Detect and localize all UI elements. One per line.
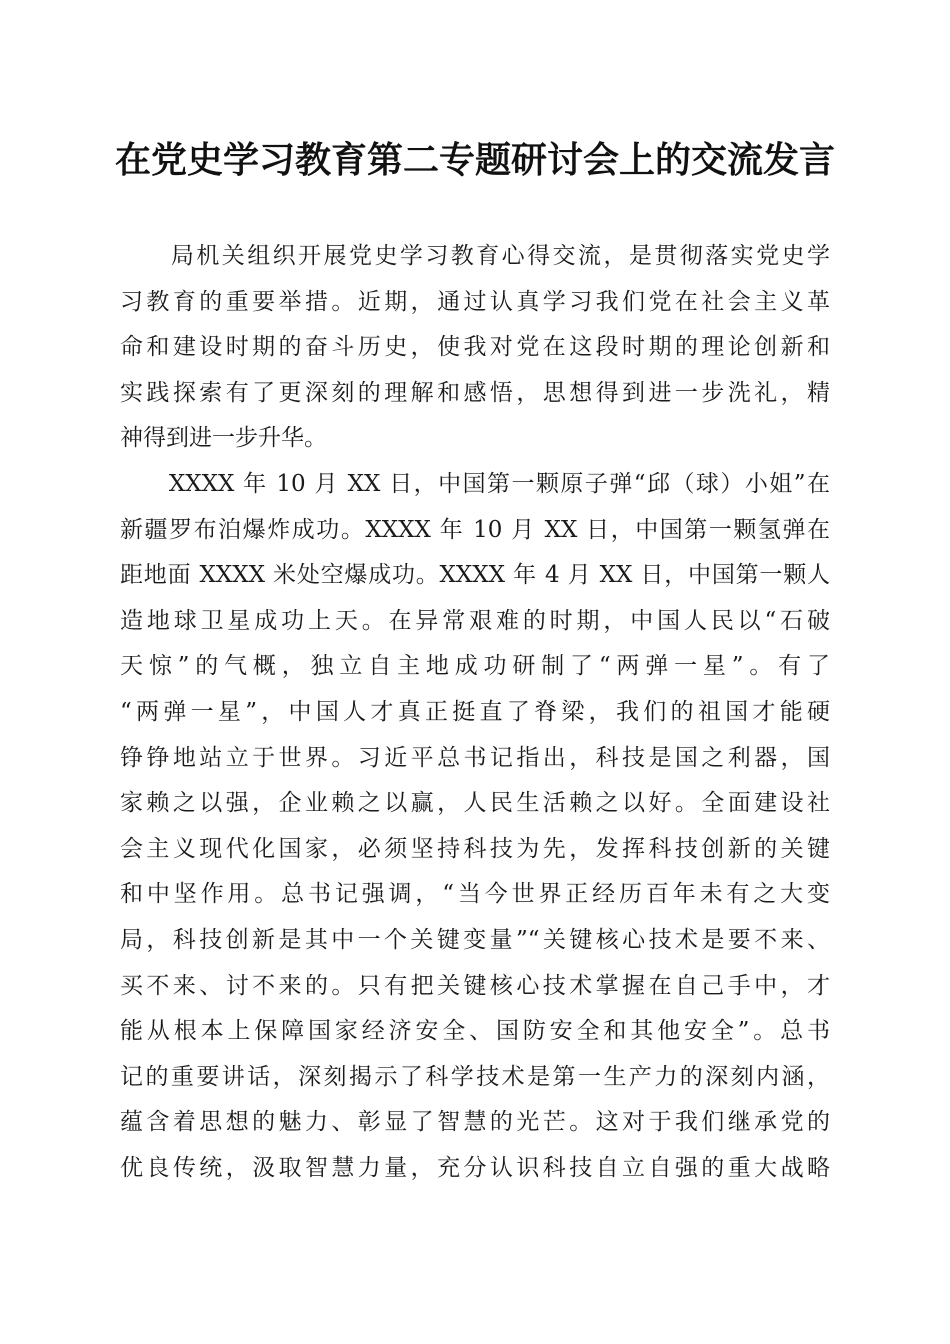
text-line: 距地面 XXXX 米处空爆成功。XXXX 年 4 月 XX 日，中国第一颗人 xyxy=(120,562,830,589)
text-line: XXXX 年 10 月 XX 日，中国第一颗原子弹“邱（球）小姐”在 xyxy=(120,470,830,497)
text-line: 命和建设时期的奋斗历史，使我对党在这段时期的理论创新和 xyxy=(120,334,830,361)
text-line: 局，科技创新是其中一个关键变量”“关键核心技术是要不来、 xyxy=(120,926,830,953)
text-line: 记的重要讲话，深刻揭示了科学技术是第一生产力的深刻内涵， xyxy=(120,1063,830,1090)
paragraph-1 xyxy=(120,234,830,462)
text-line: 和中坚作用。总书记强调，“当今世界正经历百年未有之大变 xyxy=(120,881,830,908)
text-line: 会主义现代化国家，必须坚持科技为先，发挥科技创新的关键 xyxy=(120,835,830,862)
text-line: 局机关组织开展党史学习教育心得交流，是贯彻落实党史学 xyxy=(120,243,830,269)
text-line: 铮铮地站立于世界。习近平总书记指出，科技是国之利器，国 xyxy=(120,744,830,771)
text-line: 神得到进一步升华。 xyxy=(120,425,327,452)
text-line: “两弹一星”，中国人才真正挺直了脊梁，我们的祖国才能硬 xyxy=(120,698,830,725)
text-line: 造地球卫星成功上天。在异常艰难的时期，中国人民以“石破 xyxy=(120,607,830,634)
text-line: 买不来、讨不来的。只有把关键核心技术掌握在自己手中，才 xyxy=(120,972,830,999)
text-line: 优良传统，汲取智慧力量，充分认识科技自立自强的重大战略 xyxy=(120,1154,830,1181)
text-line: 新疆罗布泊爆炸成功。XXXX 年 10 月 XX 日，中国第一颗氢弹在 xyxy=(120,516,830,543)
paragraph-2 xyxy=(120,462,830,1192)
text-line: 能从根本上保障国家经济安全、国防安全和其他安全”。总书 xyxy=(120,1018,830,1045)
document-body xyxy=(120,234,830,1191)
document-title: 在党史学习教育第二专题研讨会上的交流发言 xyxy=(114,139,835,181)
text-line: 实践探索有了更深刻的理解和感悟，思想得到进一步洗礼，精 xyxy=(120,379,830,406)
text-line: 习教育的重要举措。近期，通过认真学习我们党在社会主义革 xyxy=(120,288,830,315)
text-line: 蕴含着思想的魅力、彰显了智慧的光芒。这对于我们继承党的 xyxy=(120,1109,830,1136)
text-line: 天惊”的气概，独立自主地成功研制了“两弹一星”。有了 xyxy=(120,653,830,680)
text-line: 家赖之以强，企业赖之以赢，人民生活赖之以好。全面建设社 xyxy=(120,790,830,817)
